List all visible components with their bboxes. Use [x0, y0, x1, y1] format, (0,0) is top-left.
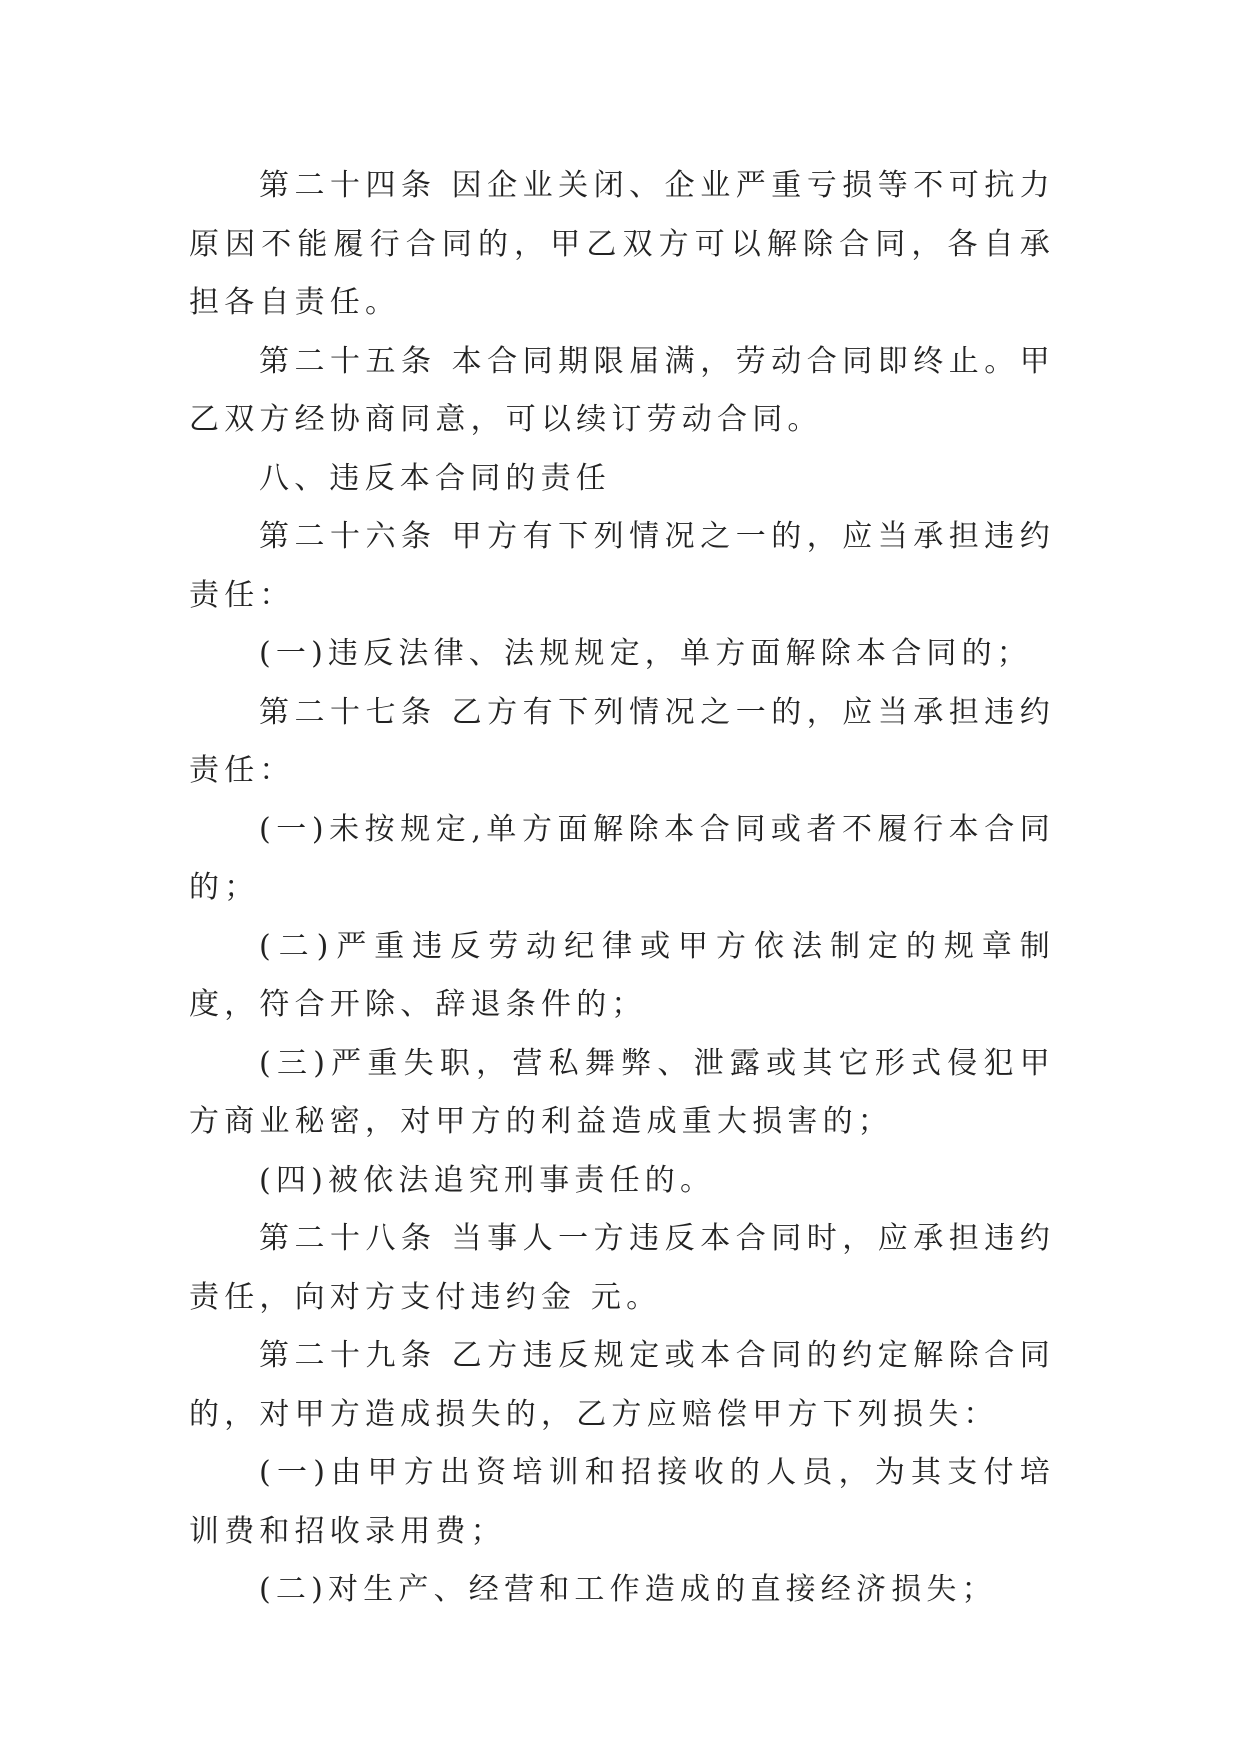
- list-item-article-26-1: (一)违反法律、法规规定，单方面解除本合同的；: [259, 636, 1033, 671]
- list-item-article-27-2: (二)严重违反劳动纪律或甲方依法制定的规章制度，符合开除、辞退条件的；: [189, 928, 1055, 1022]
- paragraph-article-24: 第二十四条 因企业关闭、企业严重亏损等不可抗力原因不能履行合同的，甲乙双方可以解除合同，各自承担各自责任。: [189, 168, 1055, 320]
- list-item-article-29-2: (二)对生产、经营和工作造成的直接经济损失；: [259, 1572, 997, 1607]
- paragraph-article-25: 第二十五条 本合同期限届满，劳动合同即终止。甲乙双方经协商同意，可以续订劳动合同。: [189, 343, 1055, 437]
- list-item-article-29-1: (一)由甲方出资培训和招接收的人员，为其支付培训费和招收录用费；: [189, 1455, 1055, 1549]
- list-item-article-27-4: (四)被依法追究刑事责任的。: [259, 1162, 716, 1198]
- section-heading-liability: 八、违反本合同的责任: [259, 460, 611, 496]
- list-item-article-27-3: (三)严重失职，营私舞弊、泄露或其它形式侵犯甲方商业秘密，对甲方的利益造成重大损害的；: [189, 1045, 1055, 1139]
- paragraph-article-28: 第二十八条 当事人一方违反本合同时，应承担违约责任，向对方支付违约金 元。: [189, 1221, 1055, 1315]
- paragraph-article-26: 第二十六条 甲方有下列情况之一的，应当承担违约责任：: [189, 519, 1055, 613]
- list-item-article-27-1: (一)未按规定,单方面解除本合同或者不履行本合同的；: [189, 811, 1055, 905]
- document-body: [189, 157, 1055, 1620]
- paragraph-article-29: 第二十九条 乙方违反规定或本合同的约定解除合同的，对甲方造成损失的，乙方应赔偿甲方下列损失：: [189, 1338, 1055, 1432]
- paragraph-article-27: 第二十七条 乙方有下列情况之一的，应当承担违约责任：: [189, 694, 1055, 788]
